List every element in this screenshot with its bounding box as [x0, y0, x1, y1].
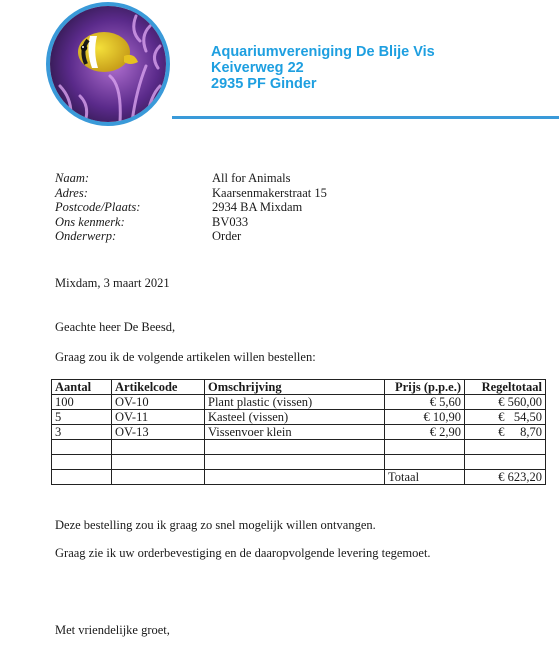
table-cell: 3 [52, 425, 112, 440]
table-cell: € 560,00 [465, 395, 546, 410]
table-cell [52, 440, 112, 455]
table-cell: € 54,50 [465, 410, 546, 425]
table-cell: Plant plastic (vissen) [205, 395, 385, 410]
column-header: Omschrijving [205, 380, 385, 395]
info-value: All for Animals [212, 171, 291, 185]
table-cell: € 5,60 [385, 395, 465, 410]
greeting: Met vriendelijke groet, [55, 623, 170, 637]
org-street: Keiverweg 22 [211, 60, 304, 76]
total-label: Totaal [385, 470, 465, 485]
column-header: Artikelcode [112, 380, 205, 395]
table-row [52, 440, 546, 455]
table-cell: Kasteel (vissen) [205, 410, 385, 425]
info-value: Kaarsenmakerstraat 15 [212, 185, 327, 200]
letter-date: Mixdam, 3 maart 2021 [55, 276, 170, 290]
info-value: BV033 [212, 214, 249, 229]
organization-header [211, 44, 435, 92]
info-label: Adres: [55, 185, 88, 200]
info-label: Naam: [55, 171, 90, 185]
table-cell [205, 470, 385, 485]
table-header-row [52, 380, 546, 395]
table-cell [112, 470, 205, 485]
column-header: Prijs (p.p.e.) [385, 380, 465, 395]
table-cell [52, 470, 112, 485]
info-label: Ons kenmerk: [55, 214, 125, 229]
table-cell [112, 455, 205, 470]
table-cell: OV-13 [112, 425, 205, 440]
table-cell [465, 455, 546, 470]
table-cell [385, 440, 465, 455]
org-postal-city: 2935 PF Ginder [211, 76, 317, 92]
table-cell: 5 [52, 410, 112, 425]
table-cell: 100 [52, 395, 112, 410]
header-divider [172, 116, 559, 119]
info-label: Onderwerp: [55, 229, 117, 244]
org-name: Aquariumvereniging De Blije Vis [211, 44, 435, 60]
table-cell: € 2,90 [385, 425, 465, 440]
table-cell: OV-10 [112, 395, 205, 410]
table-total-row [52, 470, 546, 485]
table-cell [112, 440, 205, 455]
table-cell [52, 455, 112, 470]
info-value: Order [212, 229, 242, 244]
table-cell: OV-11 [112, 410, 205, 425]
info-label: Postcode/Plaats: [55, 200, 141, 215]
table-cell: € 10,90 [385, 410, 465, 425]
info-value: 2934 BA Mixdam [212, 200, 303, 215]
table-cell: Vissenvoer klein [205, 425, 385, 440]
closing-text-2: Graag zie ik uw orderbevestiging en de daaropvolgende levering tegemoet. [55, 546, 431, 560]
salutation: Geachte heer De Beesd, [55, 320, 176, 334]
table-row [52, 395, 546, 410]
table-row [52, 425, 546, 440]
table-cell [385, 455, 465, 470]
column-header: Regeltotaal [465, 380, 546, 395]
total-value: € 623,20 [465, 470, 546, 485]
clownfish-logo-icon [46, 2, 170, 126]
intro-text: Graag zou ik de volgende artikelen willen bestellen: [55, 350, 316, 364]
table-row [52, 455, 546, 470]
table-cell [205, 440, 385, 455]
table-cell [205, 455, 385, 470]
column-header: Aantal [52, 380, 112, 395]
table-cell: € 8,70 [465, 425, 546, 440]
table-row [52, 410, 546, 425]
order-table [51, 379, 546, 485]
table-cell [465, 440, 546, 455]
closing-text-1: Deze bestelling zou ik graag zo snel mogelijk willen ontvangen. [55, 518, 376, 532]
